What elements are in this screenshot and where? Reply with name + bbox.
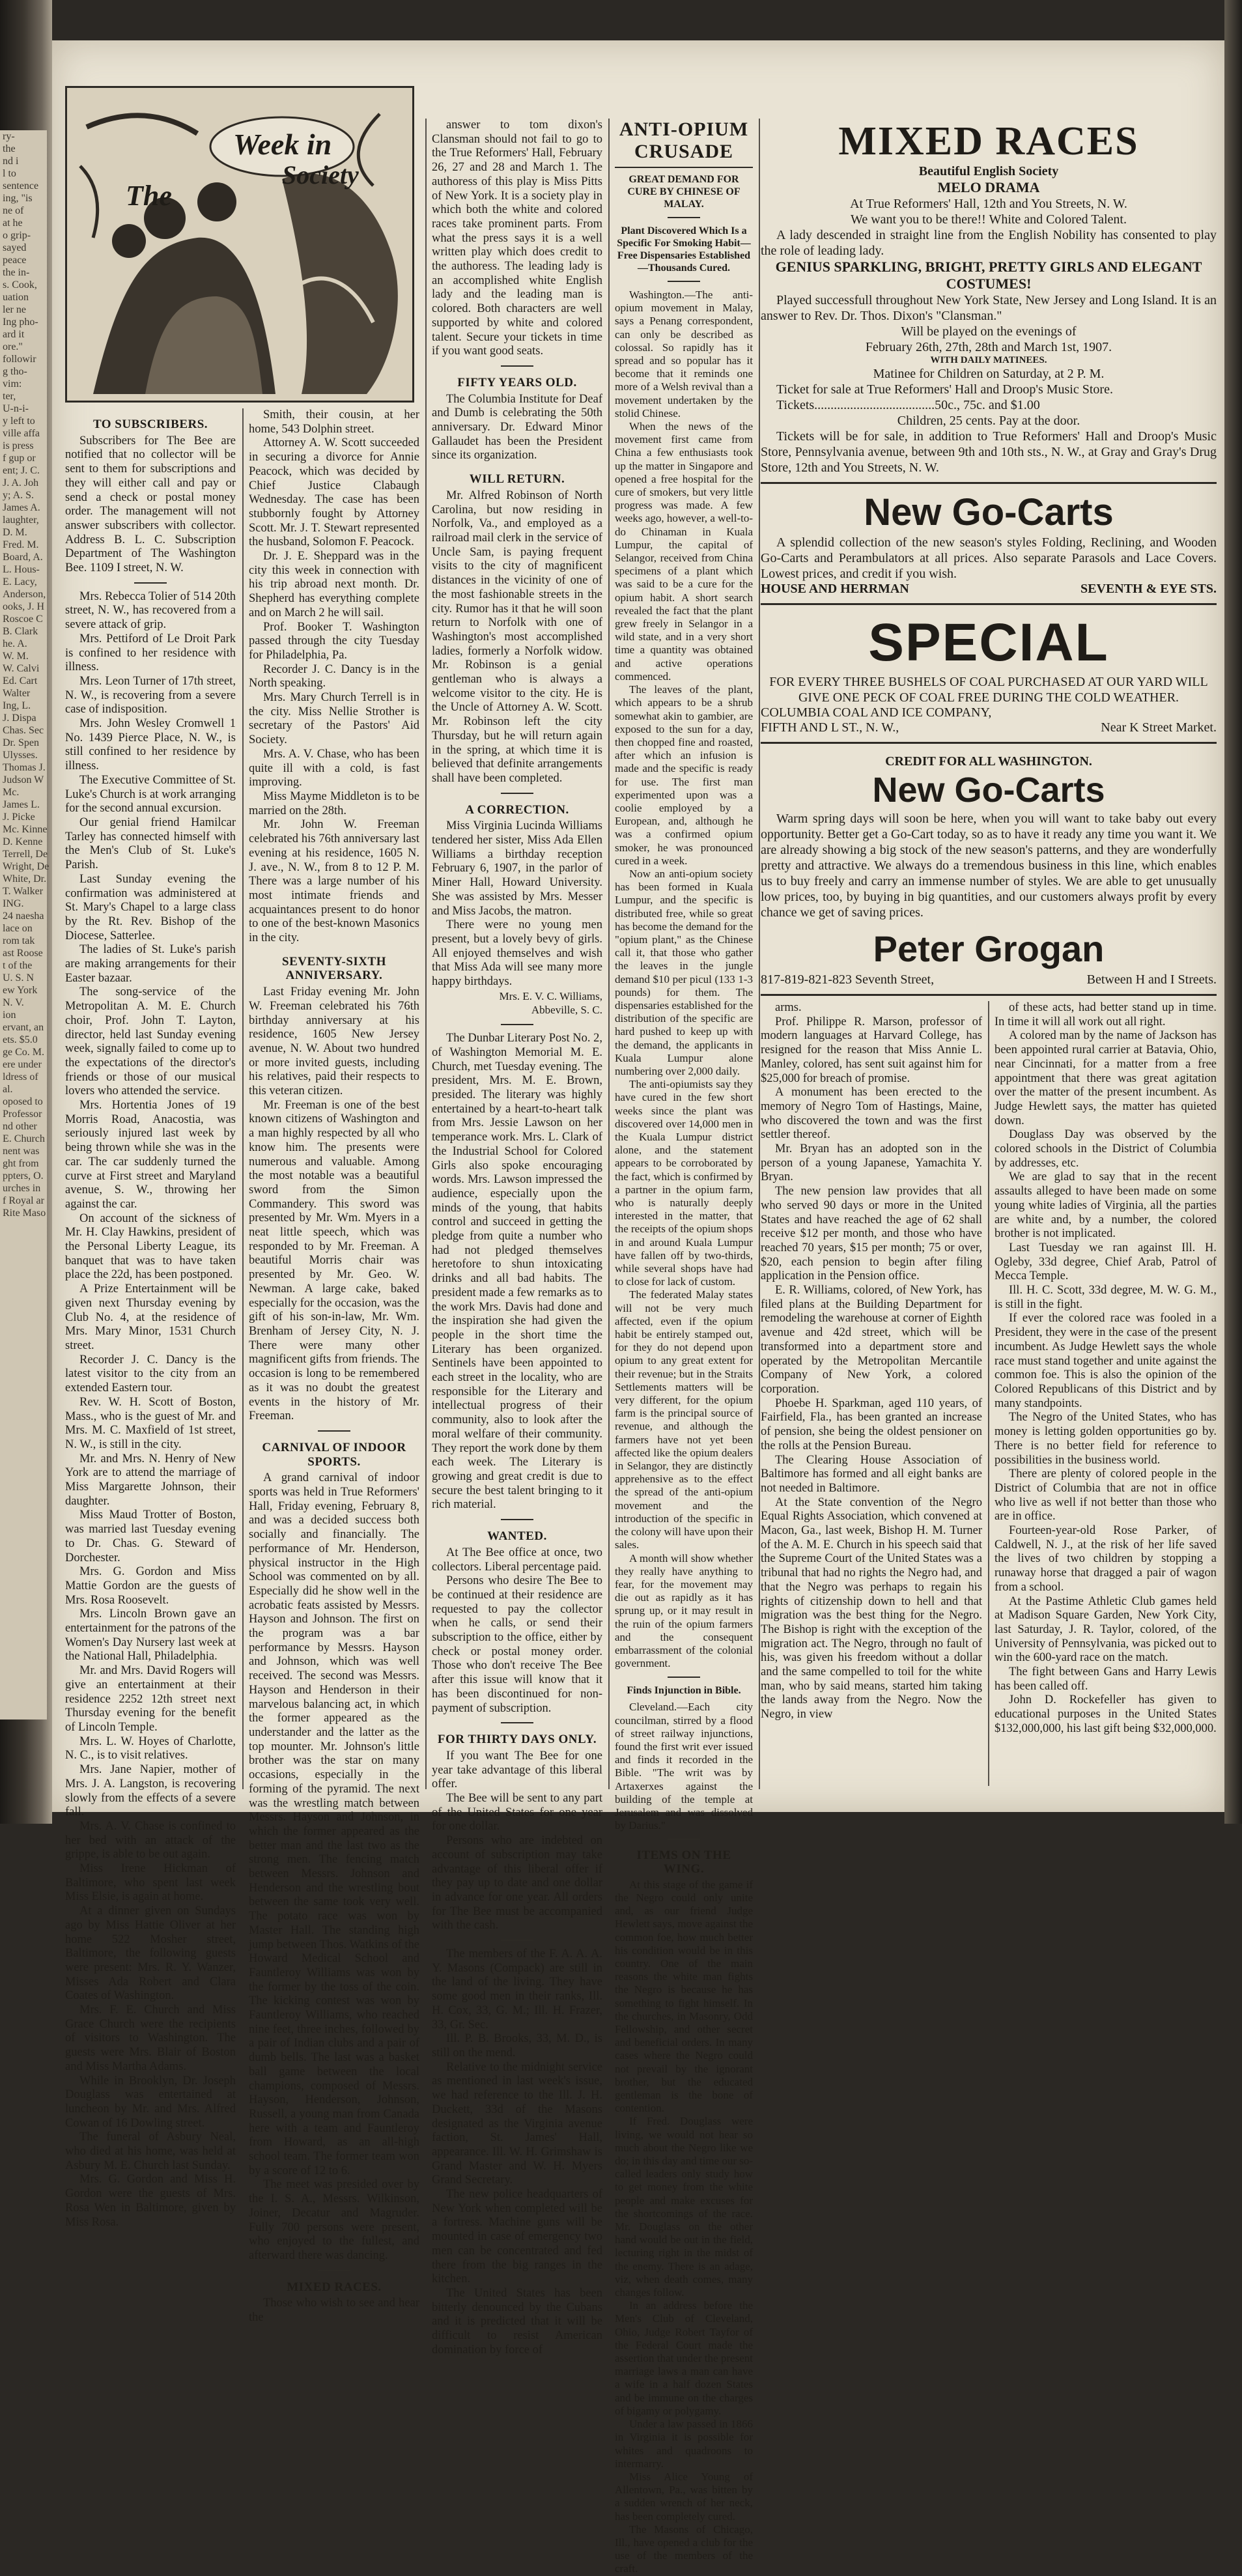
- paragraph: At The Bee office at once, two collectors. Liberal percentage paid.: [432, 1546, 602, 1574]
- paragraph: The Negro of the United States, who has money is letting golden opportunities go by. There is no better field for reference to possibilities in the business world.: [995, 1411, 1217, 1467]
- masthead-word-society: Society: [282, 160, 359, 190]
- paragraph: There are plenty of colored people in the District of Columbia that are not in office who live as well if not better than those who are in office.: [995, 1467, 1217, 1523]
- facing-line: t of the: [3, 960, 33, 971]
- will-return-heading: WILL RETURN.: [469, 472, 565, 487]
- paragraph: If ever the colored race was fooled in a President, they were in the case of the present incumbent. As Judge Hewlett says the whole race must stand together and unite against the common foe. This is also the opinion of the Colored Republicans of this District and by many standpoints.: [995, 1312, 1217, 1410]
- ad-divider: [761, 482, 1217, 484]
- paragraph: The federated Malay states will not be very much affected, even if the opium habit be entirely stamped out, for they do not depend upon opium to any great extent for their revenue; but in the Straits Settlements matters will be very different, for the opium farm is the principal source of revenue, and although the farmers have not yet been affected like the opium dealers in Selangor, they are distinctly apprehensive as to the effect the spread of the anti-opium movement and the introduction of the specific in the colony will have upon their sales.: [615, 1288, 753, 1551]
- divider: [318, 1430, 350, 1432]
- paragraph: The song-service of the Metropolitan A. M. E. Church choir, Prof. John T. Layton, director, held last Sunday evening week, signally failed to come up to the expectations of the director's friends or those of our musical lovers who attended the service.: [65, 985, 236, 1098]
- facing-line: Ing, L.: [3, 700, 31, 711]
- facing-line: at he: [3, 218, 23, 229]
- ad-divider: [761, 742, 1217, 744]
- paragraph: Now an anti-opium society has been formed in Kuala Lumpur, and the specific is distributed free, while so great has become the demand for the "opium plant," as the Chinese call it, that those who gather the leaves in the jungle demand $10 per picul (133 1-3 pounds) for them. The dispensaries established for the distribution of the specific are hard pushed to keep up with the demand, the applicants in Kuala Lumpur alone numbering over 2,000 daily.: [615, 867, 753, 1077]
- paragraph: Mrs. Mary Church Terrell is in the city. Miss Nellie Strother is secretary of the Pastors' Aid Society.: [249, 691, 419, 747]
- thirty-days-heading: FOR THIRTY DAYS ONLY.: [437, 1733, 597, 1747]
- paragraph: Smith, their cousin, at her home, 543 Dolphin street.: [249, 408, 419, 436]
- paragraph: of these acts, had better stand up in time. In time it will all work out all right.: [995, 1001, 1217, 1028]
- mixed-races-ad-line: GENIUS SPARKLING, BRIGHT, PRETTY GIRLS AND ELEGANT COSTUMES!: [775, 259, 1202, 292]
- mixed-races-ad-line: We want you to be there!! White and Colored Talent.: [851, 212, 1127, 227]
- facing-line: ooks, J. H: [3, 601, 45, 612]
- paragraph: The Clearing House Association of Baltimore has formed and all eight banks are not needed in Baltimore.: [761, 1453, 982, 1495]
- divider: [501, 793, 533, 794]
- special-ad-company: COLUMBIA COAL AND ICE COMPANY,: [761, 705, 992, 720]
- facing-line: ent; J. C.: [3, 465, 40, 476]
- facing-line: is press: [3, 440, 34, 451]
- facing-line: Mc. Kinne: [3, 824, 48, 835]
- paragraph: Mrs. Lincoln Brown gave an entertainment for the patrons of the Women's Day Nursery last week at the National Hall, Philadelphia.: [65, 1607, 236, 1663]
- divider: [501, 1519, 533, 1520]
- page-edge-right: [1224, 0, 1242, 1824]
- paragraph: Mrs. F. E. Church and Miss Grace Church were the recipients of visitors to Washington. The guests were Mrs. Blair of Boston and Miss Martha Adams.: [65, 2003, 236, 2073]
- society-items-2: [249, 408, 419, 946]
- facing-line: W. Calvi: [3, 663, 40, 674]
- paragraph: Our genial friend Hamilcar Tarley has connected himself with the Men's Club of St. Luke's Parish.: [65, 815, 236, 872]
- peter-grogan-between: Between H and I Streets.: [1086, 972, 1217, 987]
- facing-line: White, Dr.: [3, 873, 47, 885]
- paragraph: Mrs. L. W. Hoyes of Charlotte, N. C., is to visit relatives.: [65, 1734, 236, 1762]
- paragraph: Attorney A. W. Scott succeeded in securing a divorce for Annie Peacock, which was decided by Chief Justice Clabaugh Wednesday. The case has been stubbornly fought by Attorney Scott. Mr. J. T. Stewart represented the husband, Solomon F. Peacock.: [249, 436, 419, 549]
- divider: [501, 365, 533, 367]
- paragraph: Miss Alice Young of Allentown, Pa., was bitten by a sudden wrench of her neck, has been completely cured.: [615, 2470, 753, 2523]
- masthead-word-the: The: [126, 180, 172, 212]
- to-subscribers-text: Subscribers for The Bee are notified that no collector will be sent to them for subscriptions and they will either call and pay or send a check or postal money order. The management will not answer subscribers with collector. Address B. L. C. Subscription Department of The Washington Bee. 1109 I street, N. W.: [65, 434, 236, 575]
- paragraph: Miss Maud Trotter of Boston, was married last Tuesday evening to Dr. Chas. G. Steward of Dorchester.: [65, 1508, 236, 1564]
- facing-line: Ing pho-: [3, 317, 38, 328]
- facing-line: ore.": [3, 341, 23, 352]
- column-rule: [608, 119, 610, 1789]
- facing-line: ne of: [3, 205, 24, 216]
- paragraph: Persons who desire The Bee to be continued at their residence are requested to pay the collector when he calls, or send their subscription to the office, either by check or postal money order. Those who don't receive The Bee after this issue will know that it has been discontinued for non-payment of subscription.: [432, 1574, 602, 1715]
- facing-line: U-n-i-: [3, 403, 29, 414]
- paragraph: Dr. J. E. Sheppard was in the city this week in connection with his trip abroad next month. Dr. Shepherd has everything complete and on March 2 he will sail.: [249, 550, 419, 619]
- facing-line: ervant, an: [3, 1022, 44, 1033]
- facing-line: ing, "is: [3, 193, 33, 204]
- paragraph: In an address before the Men's Club of Cleveland, Ohio, Judge Robert Tayfor of the Federal Court made the assertion that under the present marriage laws a man can have a wife in a half dozen States and be immune on the charges of bigamy or polygamy.: [615, 2299, 753, 2417]
- facing-line: 24 naesha: [3, 911, 44, 922]
- facing-line: U. S. N: [3, 972, 35, 984]
- facing-line: l to: [3, 168, 16, 179]
- facing-line: N. V.: [3, 997, 24, 1008]
- paragraph: A colored man by the name of Jackson has been appointed rural carrier at Batavia, Ohio, near Cincinnati, for a matter from a free appointment that there was great agitation over the matter of the present incumbent. As Judge Hewlett says, the matter has quieted down.: [995, 1029, 1217, 1127]
- facing-line: ion: [3, 1010, 16, 1021]
- special-ad-near: Near K Street Market.: [1101, 720, 1217, 735]
- facing-line: vim:: [3, 378, 22, 389]
- paragraph: The leaves of the plant, which appears to be a shrub somewhat akin to gambier, are exposed to the sun for a day, then chopped fine and roasted, after which an infusion is made and the specific is ready for use. The first man experimented upon was a coolie employed by a European, and, although he was a confirmed opium smoker, he was pronounced cured in a week.: [615, 683, 753, 867]
- week-in-society-masthead: [65, 86, 414, 403]
- paragraph: Washington.—The anti-opium movement in Malay, says a Penang correspondent, can only be described as colossal. So rapidly has it spread and so popular has it become that it reminds one more of a Welsh revival than a movement undertaken by the stolid Chinese.: [615, 289, 753, 419]
- mixed-races-ad-line: Tickets.....................................50c., 75c. and $1.00: [776, 398, 1040, 412]
- clansman-answer-text: answer to tom dixon's Clansman should not fail to go to the True Reformers' Hall, February 26, 27 and 28 and March 1. The authoress of this play is Miss Pitts of New York. It is a society play in which both the white and colored races take prominent parts. From what the press says it is a well written play which does credit to the authoress. The leading lady is an accomplished white English lady and the leading man is colored. Both characters are well supported by white and colored talent. Secure your tickets in time if you want good seats.: [432, 119, 602, 358]
- facing-line: f Royal ar: [3, 1195, 44, 1206]
- mixed-races-ad-line: Children, 25 cents. Pay at the door.: [897, 414, 1080, 428]
- facing-line: ast Roose: [3, 948, 43, 959]
- go-carts-2-ad-title: New Go-Carts: [872, 771, 1105, 810]
- mixed-races-ad-line: Played successfull throughout New York State, New Jersey and Long Island. It is an answer to Rev. Dr. Thos. Dixon's "Clansman.": [761, 293, 1217, 323]
- facing-line: followir: [3, 354, 36, 365]
- facing-line: ew York: [3, 985, 38, 996]
- facing-line: Board, A.: [3, 552, 43, 563]
- facing-line: B. Clark: [3, 626, 38, 637]
- facing-line: J. A. Joh: [3, 477, 39, 488]
- paragraph: A month will show whether they really have anything to fear, for the movement may die out as rapidly as it has sprung up, or it may result in the ruin of the opium farmers and the consequent embarrassment of the colonial government.: [615, 1551, 753, 1670]
- facing-line: James A.: [3, 502, 40, 513]
- paragraph: Mr. Bryan has an adopted son in the person of a young Japanese, Yamachita Y. Bryan.: [761, 1142, 982, 1184]
- mixed-races-ad-line: MELO DRAMA: [937, 179, 1040, 195]
- paragraph: Miss Mayme Middleton is to be married on the 28th.: [249, 789, 419, 817]
- divider: [668, 217, 700, 218]
- column-rule: [242, 408, 244, 1789]
- paragraph: The ladies of St. Luke's parish are making arrangements for their Easter bazaar.: [65, 943, 236, 985]
- paragraph: Miss Irene Hickman of Baltimore, who spent last week Miss Elsie, is again at home.: [65, 1862, 236, 1904]
- facing-line: uation: [3, 292, 29, 303]
- facing-line: oposed to: [3, 1096, 43, 1107]
- go-carts-ad-text: A splendid collection of the new season's styles Folding, Reclining, and Wooden Go-Carts and Perambulators at all prices. Also separate Parasols and Lace Covers. Lowest prices, and credit if you wish.: [761, 535, 1217, 581]
- special-ad-address: FIFTH AND L ST., N. W.,: [761, 720, 899, 735]
- paragraph: Mr. Freeman is one of the best known citizens of Washington and a man highly respected by all who know him. The presents were numerous and valuable. Among the most notable was a beautiful sword from the Simon Commandery. This sword was presented by Mr. Wm. Myers in a neat little speech, which was responded to by Mr. Freeman. A beautiful Morris chair was presented by Mr. Geo. W. Newman. A large cake, baked especially for the occasion, was the gift of his son-in-law, Mr. Wm. Brenham of Jersey City, N. J. There were many other magnificent gifts from friends. The occasion is long to be remembered as it was no doubt the greatest events in the history of Mr. Freeman.: [249, 1098, 419, 1423]
- paragraph: E. R. Williams, colored, of New York, has filed plans at the Building Department for remodeling the warehouse at corner of Eighth avenue and 42d street, which will be transformed into a department store and operated by the Metropolitan Mercantile Company of New York, a colored corporation.: [761, 1284, 982, 1396]
- advertisements: [761, 119, 1217, 1002]
- special-ad-address-row: [761, 720, 1217, 735]
- mixed-races-ad-line: A lady descended in straight line from the English Nobility has consented to play the role of leading lady.: [761, 228, 1217, 258]
- masons-text: [432, 1947, 602, 2357]
- facing-line: E. Lacy,: [3, 576, 37, 587]
- paragraph: Rev. W. H. Scott of Boston, Mass., who is the guest of Mr. and Mrs. M. C. Maxfield of 1st street, N. W., is still in the city.: [65, 1395, 236, 1451]
- column-5: [761, 1001, 982, 1792]
- mixed-races-text: Those who wish to see and hear the: [249, 2297, 419, 2325]
- facing-line: Ed. Cart: [3, 675, 38, 686]
- facing-line: ter,: [3, 391, 16, 402]
- paragraph: Mrs. Leon Turner of 17th street, N. W., is recovering from a severe case of indisposition.: [65, 674, 236, 716]
- ad-divider: [761, 994, 1217, 996]
- masthead-word-week-in: Week in: [233, 128, 332, 161]
- paragraph: Mrs. Hortentia Jones of 19 Morris Road, Anacostia, was seriously injured last week by being thrown while she was in the car. The car suddenly turned the curve at First street and Maryland avenue, S. W., throwing her against the car.: [65, 1099, 236, 1211]
- paragraph: Last Friday evening Mr. John W. Freeman celebrated his 76th birthday anniversary at his residence, 1605 New Jersey avenue, N. W. About two hundred or more invited guests, including his relatives, paid their respects to this veteran citizen.: [249, 985, 419, 1098]
- go-carts-ad-footer: [761, 582, 1217, 597]
- facing-line: D. M.: [3, 527, 27, 538]
- news-items-2: [995, 1001, 1217, 1736]
- society-items: [65, 590, 236, 2230]
- paragraph: Persons who are indebted on account of subscription may take advantage of this liberal offer if they pay up to date and one dollar in advance for one year. All orders for The Bee must be accompanied with the cash.: [432, 1834, 602, 1932]
- will-return-text: Mr. Alfred Robinson of North Carolina, but now residing in Norfolk, Va., and employed as a railroad mail clerk in the service of Uncle Sam, is paying frequent visits to the city of magnificent distances in the vicinity of one of the most fashionable streets in the city. Rumor has it that he will soon return to Norfolk with one of Washington's most accomplished ladies, formerly a Norfolk widow. Mr. Robinson is a genial gentleman who is always a welcome visitor to the city. He is the Uncle of Attorney A. W. Scott. Mr. Robinson left the city Thursday, but he will return again in the spring, at which time it is believed that definite arrangements shall have been completed.: [432, 488, 602, 785]
- paragraph: Douglass Day was observed by the colored schools in the District of Columbia by addresses, etc.: [995, 1128, 1217, 1170]
- facing-line: urches in: [3, 1183, 41, 1194]
- facing-line: al.: [3, 1084, 13, 1095]
- special-ad-company-row: [761, 705, 1217, 720]
- paragraph: Fourteen-year-old Rose Parker, of Caldwell, N. J., at the risk of her life saved the lives of two children by stopping a runaway horse that dragged a pair of wagon from a school.: [995, 1524, 1217, 1594]
- paragraph: Ill. H. C. Scott, 33d degree, M. W. G. M., is still in the fight.: [995, 1284, 1217, 1311]
- facing-line: sentence: [3, 180, 39, 191]
- paragraph: The members of the F. A. A. A. Y. Masons (Compack) are still in the land of the living. They have some good men in their ranks, Ill. H. Cox, 33, G. M.; Ill. H. Frazer, 33, Gr. Sec.: [432, 1947, 602, 2031]
- special-ad-title: SPECIAL: [868, 613, 1109, 672]
- column-rule: [759, 119, 760, 1789]
- paragraph: Mrs. John Wesley Cromwell 1 No. 1439 Pierce Place, N. W., is still confined to her residence by illness.: [65, 717, 236, 773]
- anniversary-text: [249, 985, 419, 1424]
- correction-signature: Mrs. E. V. C. Williams,: [499, 989, 602, 1002]
- divider: [501, 1024, 533, 1025]
- bible-text: Cleveland.—Each city councilman, stirred by a flood of street railway injunctions, found the first writ ever issued and finds it recorded in the Bible. "The writ was by Artaxerxes against the building of the temple at Jerusalem and was dissolved by Darius.": [615, 1701, 753, 1832]
- paragraph: Mrs. G. Gordon and Miss Mattie Gordon are the guests of Mrs. Rosa Roosevelt.: [65, 1565, 236, 1607]
- paragraph: Mrs. A. V. Chase is confined to her bed with an attack of the grippe, is able to be out again.: [65, 1819, 236, 1861]
- facing-line: nd i: [3, 156, 19, 167]
- mixed-races-ad-line: At True Reformers' Hall, 12th and You Streets, N. W.: [850, 197, 1127, 211]
- ad-divider: [761, 603, 1217, 605]
- paragraph: If you want The Bee for one year take advantage of this liberal offer.: [432, 1749, 602, 1791]
- facing-line: Dr. Spen: [3, 737, 39, 748]
- facing-line: ING.: [3, 898, 24, 909]
- paragraph: A grand carnival of indoor sports was held in True Reformers' Hall, Friday evening, February 8, and was a decided success both socially and financially. The performance of Mr. Henderson, physical instructor in the High School was commented on by all. Especially did he show well in the acrobatic feats assisted by Messrs. Hayson and Johnson. The first on the program was a bar performance by Messrs. Hayson and Johnson, which was well received. The second was Messrs. Hayson and Henderson in their marvelous balancing act, in which the former appeared as the understander and the latter as the top mounter. Mr. Johnson's little brother was the star on many occasions, especially in the forming of the pyramid. The next was the wrestling match between Messrs. Hayson and Johnson, in which the former appeared as the better man and the last two as the strong men. The fencing match between Messrs. Johnson and Henderson and the wrestling bout between the same took very well. The potato race was won by Master Hall. The standing high jump between Thos. Watkins of the Howard Medical School and Fauntleroy Williams was won by the former by the toss of the coin. The kicking contest was won by Fauntleroy Williams, who reached nine feet, three inches, followed by a pair of Indian clubs and a pair of dumb bells. The last was a basket ball game between the local champions, composed of Messrs. Hayson, Henderson, Johnson, Russell, a young man from Canada here with a team and Fauntleroy from Howard, as an all-high school team. The former team won by a score of 12 to 6.: [249, 1471, 419, 2177]
- anti-opium-title: ANTI-OPIUM CRUSADE: [615, 119, 753, 168]
- column-rule: [988, 1001, 989, 1786]
- column-rule: [425, 119, 427, 1789]
- facing-line: nent was: [3, 1146, 40, 1157]
- facing-line: f gup or: [3, 453, 36, 464]
- paragraph: Under a law passed in 1866 in Virginia it is possible for whites and quadroons to intermarry.: [615, 2418, 753, 2470]
- paragraph: The Executive Committee of St. Luke's Church is at work arranging for the second annual excursion.: [65, 773, 236, 815]
- facing-line: the: [3, 143, 16, 154]
- paragraph: The meet was presided over by the I. S. A., Messrs. Wilkinson, Joiner, Decatur and Magruder. Fully 700 persons were present, who enjoyed to the fullest, and afterward there was dancing.: [249, 2178, 419, 2262]
- column-4: [615, 119, 754, 2575]
- divider: [668, 1839, 700, 1840]
- mixed-races-ad-line: WITH DAILY MATINEES.: [930, 355, 1047, 365]
- facing-line: Rite Maso: [3, 1208, 46, 1219]
- facing-line: Wright, De: [3, 861, 49, 872]
- facing-line: Mc.: [3, 787, 20, 798]
- paragraph: Mrs. G. Gordon and Miss H. Gordon were the guests of Mrs. Rosa Wen in Baltimore, given by Miss Rosa.: [65, 2173, 236, 2229]
- wanted-heading: WANTED.: [487, 1529, 547, 1544]
- facing-line: ge Co. M.: [3, 1047, 44, 1058]
- correction-place: Abbeville, S. C.: [531, 1004, 602, 1017]
- mixed-races-ad-line: Ticket for sale at True Reformers' Hall and Droop's Music Store.: [776, 382, 1113, 397]
- go-carts-ad-store: HOUSE AND HERRMAN: [761, 582, 909, 596]
- facing-line: sayed: [3, 242, 27, 253]
- facing-line: ard it: [3, 329, 25, 340]
- facing-line: o grip-: [3, 230, 31, 241]
- facing-line: L. Hous-: [3, 564, 40, 575]
- facing-line: Professor: [3, 1109, 42, 1120]
- facing-line: T. Walker: [3, 886, 44, 897]
- facing-line: E. Church: [3, 1133, 45, 1144]
- mixed-races-ad-line: Tickets will be for sale, in addition to True Reformers' Hall and Droop's Music Store, Pennsylvania avenue, between 9th and 10th sts., N. W., at Gray and Gray's Drug Store, 12th and You Streets, N. W.: [761, 429, 1217, 475]
- correction-heading: A CORRECTION.: [465, 802, 569, 817]
- paragraph: Prof. Philippe R. Marson, professor of modern languages at Harvard College, has resigned for the reason that Miss Annie L. Manley, colored, has sent suit against him for $25,000 for breach of promise.: [761, 1015, 982, 1085]
- mixed-races-heading: MIXED RACES.: [287, 2280, 382, 2294]
- paragraph: A monument has been erected to the memory of Negro Tom of Hastings, Maine, who discovered the town and was the first settler thereof.: [761, 1086, 982, 1142]
- facing-line: ght from: [3, 1158, 39, 1169]
- facing-line: Judson W: [3, 774, 44, 786]
- facing-line: nd other: [3, 1121, 37, 1132]
- fifty-years-heading: FIFTY YEARS OLD.: [457, 375, 577, 389]
- go-carts-2-ad-text: Warm spring days will soon be here, when you will want to take baby out every opportunity. Better get a Go-Cart today, so as to have it ready any time you want it. We are already showing a big stock of the new season's patterns, and they are wonderfully pretty and attractive. We always do a tremendous business in this line, which enables us to buy freely and carry an immense number of styles. We are able to get unusually low prices, too, by buying in big quantities, and our customers always profit by every chance we get of saving prices.: [761, 812, 1217, 920]
- paragraph: We are glad to say that in the recent assaults alleged to have been made on some young white ladies of Virginia, all the parties are white and, by a number, the colored brother is not implicated.: [995, 1170, 1217, 1241]
- paragraph: There were no young men present, but a lovely bevy of girls. All enjoyed themselves and wish that Miss Ada will see many more happy birthdays.: [432, 918, 602, 989]
- divider: [501, 1940, 533, 1941]
- wanted-text: [432, 1546, 602, 1716]
- facing-page-fragment: [0, 130, 47, 1720]
- anniversary-heading: SEVENTY-SIXTH ANNIVERSARY.: [282, 954, 386, 983]
- facing-line: ville affa: [3, 428, 40, 439]
- anti-opium-text: [615, 289, 753, 1670]
- divider: [134, 582, 167, 584]
- paragraph: Relative to the midnight service as mentioned in last week's issue, we had reference to the Ill. J. H. Duckett, 33d of the Masons designated as the Virginia avenue faction, St. James' Hall, appearance. Ill. W. H. Grimshaw is Grand Master and W. H. Myers Grand Secretary.: [432, 2060, 602, 2187]
- divider: [668, 281, 700, 282]
- facing-line: James L.: [3, 799, 40, 810]
- paragraph: Mrs. A. V. Chase, who has been quite ill with a cold, is fast improving.: [249, 747, 419, 789]
- mixed-races-ad-title: MIXED RACES: [838, 119, 1139, 163]
- column-1: [65, 408, 236, 2229]
- facing-line: lace on: [3, 923, 33, 934]
- paragraph: Mr. and Mrs. N. Henry of New York are to attend the marriage of Miss Margarette Johnson, their daughter.: [65, 1452, 236, 1508]
- paragraph: The Masons of Chicago, Ill., have opened a club for the use of the members of the craft.: [615, 2523, 753, 2575]
- anti-opium-subhead: GREAT DEMAND FOR CURE BY CHINESE OF MALAY.: [627, 174, 741, 210]
- credit-line: CREDIT FOR ALL WASHINGTON.: [885, 754, 1092, 769]
- facing-line: laughter,: [3, 515, 39, 526]
- go-carts-ad-title: New Go-Carts: [864, 491, 1114, 533]
- literary-text: The Dunbar Literary Post No. 2, of Washington Memorial M. E. Church, met Tuesday evening. The president, Mrs. M. E. Brown, presided. The literary was highly entertained by a heart-to-heart talk from Mrs. Jessie Lawson on her temperance work. Mrs. L. Clark of the Industrial School for Colored Girls also spoke encouraging words. Mrs. Lawson impressed the audience, especially upon the minds of the young, that habits control and succeed in getting the pledge from quite a number who had not pledged themselves heretofore to shun intoxicating drinks and all bad habits. The president made a few remarks as to the work Mrs. Davis had done and the inspiration she had given the people in the short time the Literary has been organized. Sentinels have been appointed to each street in the locality, who are responsible for the Literary and intellectual progress of their community, also to look after the moral welfare of their community. They report the work done by them each week. The Literary is growing and great credit is due to secure the best talent bringing to it rich material.: [432, 1032, 603, 1512]
- paragraph: The United States has been bitterly denounced by the Cubans and it is predicted that it will be difficult to resist American domination by force of: [432, 2286, 602, 2357]
- facing-line: ler ne: [3, 304, 26, 315]
- correction-text: [432, 819, 602, 989]
- facing-line: ldress of: [3, 1071, 38, 1083]
- paragraph: The new police headquarters of New York when completed will be a fortress. Machine guns will be mounted in case of emergency two men can be concentrated and fed there from the big ranges in the kitchen.: [432, 2188, 602, 2286]
- mixed-races-ad-line: February 26th, 27th, 28th and March 1st, 1907.: [865, 340, 1112, 354]
- paragraph: John D. Rockefeller has given to educational purposes in the United States $132,000,000, his last gift being $32,000,000.: [995, 1693, 1217, 1735]
- facing-line: y left to: [3, 416, 35, 427]
- facing-line: Terrell, De: [3, 849, 48, 860]
- paragraph: Ill. P. B. Brooks, 33, M. D., is still on the mend.: [432, 2032, 602, 2059]
- facing-line: ets. $5.0: [3, 1034, 38, 1045]
- peter-grogan-address-row: [761, 972, 1217, 987]
- paragraph: At the State convention of the Negro Equal Rights Association, which convened at Macon, Ga., last week, Bishop H. M. Turner of the A. M. E. Church in his speech said that the Supreme Court of the United States was a tribunal that had no rights the Negro had, and that the Negro was perhaps to regain his rights of citizenship down to hell and that migration was the best thing for the Negro. The Bishop is right with the exception of the migration act. The Negro, through no fault of his, was given his freedom without a dollar and the same compelled to toil for the white man, who by said means, started him taking the lands away from the Negro. Now the Negro, in view: [761, 1495, 982, 1721]
- news-items: [761, 1001, 982, 1722]
- mixed-races-ad-line: Matinee for Children on Saturday, at 2 P. M.: [873, 367, 1105, 381]
- paragraph: The anti-opiumists say they have cured in the few short weeks since the plant was discovered over 14,000 men in the Kuala Lumpur district alone, and the statement appears to be corroborated by the fact, which is confirmed by a partner in the opium farm, who is naturally deeply interested in the matter, that the receipts of the opium shops in and around Kuala Lumpur have fallen off by two-thirds, while several shops have had to close for lack of custom.: [615, 1078, 753, 1288]
- facing-line: the in-: [3, 267, 30, 278]
- paragraph: While in Brooklyn, Dr. Joseph Douglass was entertained at luncheon by Mr. and Mrs. Alfred Cowan of 16 Dowling street.: [65, 2074, 236, 2130]
- paragraph: A Prize Entertainment will be given next Thursday evening by Club No. 4, at the residence of Mrs. Mary Minor, 1531 Church street.: [65, 1282, 236, 1352]
- paragraph: At this stage of the game if the Negro could only unite and, as our friend Judge Hewlett says, move against the common foe, how much better his condition would be in this country. One of the main reasons the white man fights the Negro is because he has something to fight himself. In the churches, in Masonry, Odd Fellowship, and other secret and beneficial orders. In many cases where the Negro could not prevail by the ignorant brother, but the educated gentleman is the bone of contention.: [615, 1878, 753, 2115]
- paragraph: When the news of the movement first came from China a few enthusiasts took up the matter in Singapore and opened a free hospital for the cure of smokers, but very little progress was made. A few weeks ago, however, a well-to-do Chinaman in Kuala Lumpur, the capital of Selangor, received from China specimens of a plant which was said to be a cure for the opium habit. A short search revealed the fact that the plant grew freely in Selangor in a wild state, and in a very short time a quantity was obtained and active operations commenced.: [615, 420, 753, 683]
- paragraph: The Bee will be sent to any part of the United States for one year for one dollar.: [432, 1792, 602, 1833]
- paragraph: At the Pastime Athletic Club games held at Madison Square Garden, New York City, last Saturday, J. R. Taylor, colored, of the University of Pennsylvania, was picked out to win the 600-yard race on the match.: [995, 1594, 1217, 1665]
- facing-line: Thomas J.: [3, 762, 46, 773]
- carnival-text: [249, 1471, 419, 2263]
- column-2: [249, 408, 419, 2325]
- paragraph: The new pension law provides that all who served 90 days or more in the United States and have reached the age of 62 shall receive $12 per month, and those who have reached 70 years, $15 per month; 75 or over, $20, each pension to begin after filing application in the Pension office.: [761, 1185, 982, 1283]
- facing-line: D. Kenne: [3, 836, 43, 847]
- facing-line: Anderson,: [3, 589, 46, 600]
- paragraph: Recorder J. C. Dancy is in the North speaking.: [249, 662, 419, 690]
- facing-line: he. A.: [3, 638, 27, 649]
- divider: [501, 1722, 533, 1723]
- to-subscribers-heading: TO SUBSCRIBERS.: [92, 418, 208, 431]
- facing-line: rom tak: [3, 935, 35, 946]
- paragraph: arms.: [775, 1001, 802, 1014]
- newspaper-page: [52, 40, 1224, 2575]
- facing-line: ere under: [3, 1059, 42, 1070]
- paragraph: Miss Virginia Lucinda Williams tendered her sister, Miss Ada Ellen Williams a birthday reception February 6, 1907, in the parlor of Miner Hall, Howard University. She was assisted by Mrs. Messer and Miss Jacobs, the matron.: [432, 819, 602, 918]
- divider: [318, 2270, 350, 2271]
- facing-line: ry-: [3, 131, 15, 142]
- paragraph: Phoebe H. Sparkman, aged 110 years, of Fairfield, Fla., has been granted an increase of pension, she being the oldest pensioner on the rolls at the Pension Bureau.: [761, 1396, 982, 1452]
- bible-heading: Finds Injunction in Bible.: [627, 1685, 741, 1697]
- paragraph: Mr. and Mrs. David Rogers will give an entertainment at their residence 2252 12th street next Thursday evening for the benefit of Lincoln Temple.: [65, 1664, 236, 1734]
- anti-opium-subhead-2: Plant Discovered Which Is a Specific For Smoking Habit—Free Dispensaries Established—Thousands Cured.: [617, 225, 751, 274]
- facing-line: Roscoe C: [3, 614, 43, 625]
- paragraph: On account of the sickness of Mr. H. Clay Hawkins, president of the Personal Liberty League, its banquet that was to have taken place the 22d, has been postponed.: [65, 1211, 236, 1282]
- facing-line: W. M.: [3, 651, 29, 662]
- facing-line: Ulysses.: [3, 750, 38, 761]
- facing-line: ppters, O.: [3, 1170, 44, 1182]
- go-carts-ad-address: SEVENTH & EYE STS.: [1080, 582, 1217, 596]
- facing-line: J. Picke: [3, 812, 35, 823]
- mixed-races-ad-line: Will be played on the evenings of: [901, 324, 1077, 339]
- column-6: [995, 1001, 1217, 1792]
- facing-line: s. Cook,: [3, 279, 37, 290]
- items-on-wing-heading: ITEMS ON THE WING.: [636, 1848, 731, 1876]
- items-on-wing-text: [615, 1878, 753, 2576]
- fifty-years-text: The Columbia Institute for Deaf and Dumb is celebrating the 50th anniversary. Dr. Edward Minor Gallaudet has been the President since its organization.: [432, 392, 602, 462]
- paragraph: Last Sunday evening the confirmation was administered at St. Mary's Chapel to a large class by the Rt. Rev. Bishop of the Diocese, Satterlee.: [65, 872, 236, 942]
- paragraph: The fight between Gans and Harry Lewis has been called off.: [995, 1665, 1217, 1693]
- thirty-days-text: [432, 1749, 602, 1933]
- paragraph: Prof. Booker T. Washington passed through the city Tuesday for Philadelphia, Pa.: [249, 620, 419, 662]
- carnival-heading: CARNIVAL OF INDOOR SPORTS.: [262, 1440, 406, 1469]
- paragraph: Mr. John W. Freeman celebrated his 76th anniversary last evening at his residence, 1605 N. J. ave., N. W., from 8 to 12 P. M. There was a large number of his most intimate friends and acquaintances present to do honor to one of the best-known Masonics in the city.: [249, 818, 419, 945]
- facing-line: y; A. S.: [3, 490, 35, 501]
- paragraph: At a dinner given on Sundays ago by Miss Hattie Oliver at her home 522 Mosher street, Baltimore, the following guests were present: Mrs. R. Y. Wanzer, Misses Ada Robert and Clara Coates of Washington.: [65, 1904, 236, 2003]
- facing-line: Walter: [3, 688, 31, 699]
- divider: [668, 1677, 700, 1678]
- special-ad-text: FOR EVERY THREE BUSHELS OF COAL PURCHASED AT OUR YARD WILL GIVE ONE PECK OF COAL FREE DURING THE COLD WEATHER.: [769, 675, 1208, 705]
- paragraph: Recorder J. C. Dancy is the latest visitor to the city from an extended Eastern tour.: [65, 1353, 236, 1395]
- paragraph: Mrs. Pettiford of Le Droit Park is confined to her residence with illness.: [65, 632, 236, 674]
- paragraph: If Fred. Douglass were living, we would not hear so much about the Negro like we do; in this day and time our so-called leaders only study how to get money from the white people and make excuses for the shortcomings of the race. Mr. Douglass on the other hand would be out in the field, lecturing right in the midst of the enemy. There is an adage, viz, when death comes, many changes follow.: [615, 2115, 754, 2299]
- paragraph: The funeral of Asbury Neal, who died at his home, was held at Asbury M. E. Church last Sunday.: [65, 2130, 236, 2172]
- peter-grogan-address: 817-819-821-823 Seventh Street,: [761, 972, 935, 987]
- peter-grogan-name: Peter Grogan: [873, 928, 1105, 969]
- facing-line: Fred. M.: [3, 539, 39, 550]
- facing-line: J. Dispa: [3, 713, 36, 724]
- paragraph: Last Tuesday we ran against Ill. H. Ogleby, 33d degree, Chief Arab, Patrol of Mecca Temple.: [995, 1241, 1217, 1283]
- paragraph: Mrs. Jane Napier, mother of Mrs. J. A. Langston, is recovering slowly from the effects of a severe fall.: [65, 1763, 236, 1819]
- facing-line: peace: [3, 255, 27, 266]
- paragraph: Mrs. Rebecca Tolier of 514 20th street, N. W., has recovered from a severe attack of grip.: [65, 589, 236, 632]
- facing-line: g tho-: [3, 366, 27, 377]
- facing-line: Chas. Sec: [3, 725, 44, 736]
- column-3: [432, 119, 603, 2357]
- mixed-races-ad-line: Beautiful English Society: [918, 164, 1059, 178]
